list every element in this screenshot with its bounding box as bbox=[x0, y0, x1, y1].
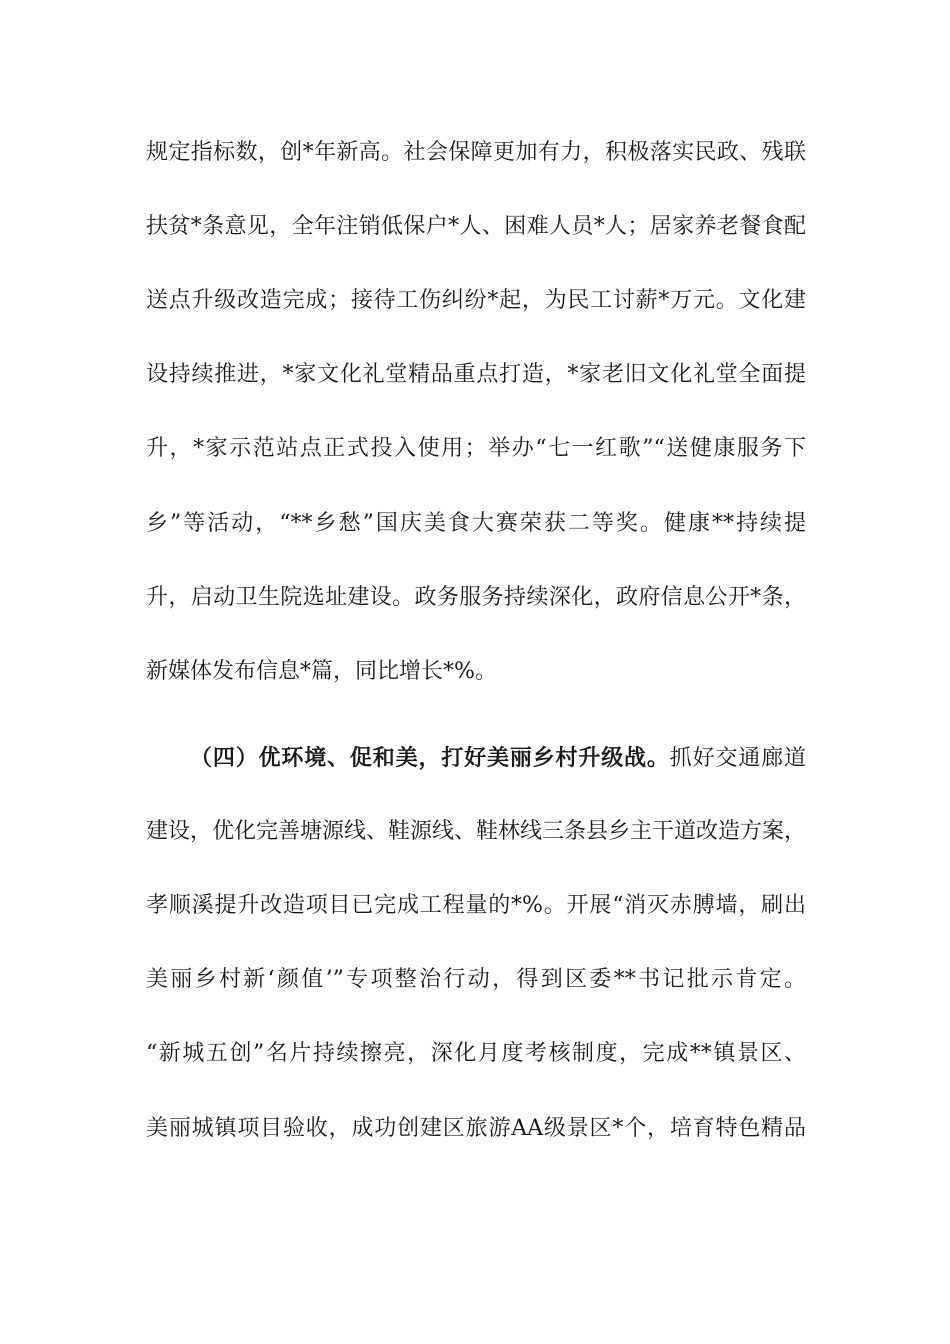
paragraph-1-line-7: 升，启动卫生院选址建设。政务服务持续深化，政府信息公开*条， bbox=[146, 585, 806, 610]
paragraph-1-line-6: 乡”等活动，“**乡愁”国庆美食大赛荣获二等奖。健康**持续提 bbox=[146, 511, 806, 536]
paragraph-2-line-3: 孝顺溪提升改造项目已完成工程量的*%。开展“消灭赤膊墙，刷出 bbox=[146, 893, 806, 918]
section-heading-continuation: 抓好交通廊道 bbox=[669, 746, 806, 771]
paragraph-1-line-1: 规定指标数，创*年新高。社会保障更加有力，积极落实民政、残联 bbox=[146, 140, 806, 165]
paragraph-1-line-3: 送点升级改造完成；接待工伤纠纷*起，为民工讨薪*万元。文化建 bbox=[146, 288, 806, 313]
paragraph-2-line-6: 美丽城镇项目验收，成功创建区旅游AA级景区*个，培育特色精品 bbox=[146, 1116, 806, 1141]
paragraph-1-line-4: 设持续推进，*家文化礼堂精品重点打造，*家老旧文化礼堂全面提 bbox=[146, 362, 806, 387]
paragraph-2-line-2: 建设，优化完善塘源线、鞋源线、鞋林线三条县乡主干道改造方案， bbox=[146, 819, 806, 844]
section-heading: （四）优环境、促和美，打好美丽乡村升级战。 bbox=[190, 745, 670, 771]
paragraph-2-line-4: 美丽乡村新‘颜值’”专项整治行动，得到区委**书记批示肯定。 bbox=[146, 967, 806, 992]
paragraph-1-line-2: 扶贫*条意见，全年注销低保户*人、困难人员*人；居家养老餐食配 bbox=[146, 214, 806, 239]
paragraph-2-line-5: “新城五创”名片持续擦亮，深化月度考核制度，完成**镇景区、 bbox=[146, 1041, 806, 1066]
paragraph-1-line-8: 新媒体发布信息*篇，同比增长*%。 bbox=[146, 659, 497, 684]
paragraph-1-line-5: 升，*家示范站点正式投入使用；举办“七一红歌”“送健康服务下 bbox=[146, 436, 806, 461]
paragraph-2-line-1 bbox=[190, 738, 806, 778]
